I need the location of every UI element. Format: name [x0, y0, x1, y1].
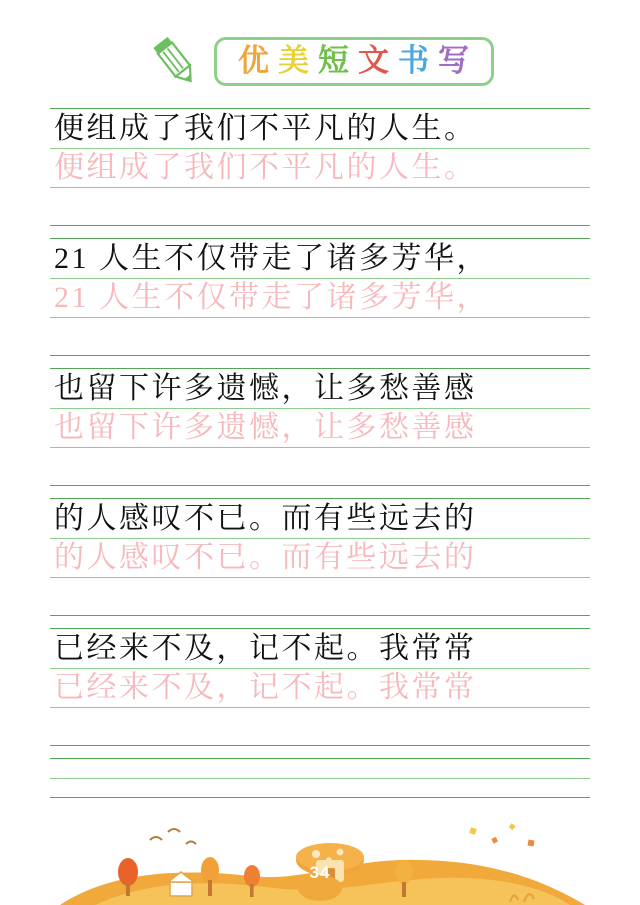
practice-block — [50, 368, 590, 486]
model-text: 也留下许多遗憾，让多愁善感 — [54, 371, 477, 405]
staff-midline — [50, 707, 590, 708]
page-footer — [0, 810, 640, 905]
staff-midline — [50, 447, 590, 448]
title-char-0: 优 — [238, 42, 270, 78]
ruled-staff — [50, 368, 590, 486]
title-char-3: 文 — [358, 42, 390, 78]
ruled-staff — [50, 628, 590, 746]
pencil-icon — [146, 32, 204, 90]
model-row — [50, 499, 590, 538]
ruled-staff — [50, 108, 590, 226]
title-char-4: 书 — [398, 42, 430, 78]
model-text: 的人感叹不已。而有些远去的 — [54, 501, 477, 535]
model-row — [50, 239, 590, 278]
blank-ruled-staff — [50, 758, 590, 798]
page-number: 34 — [309, 863, 331, 882]
title-char-2: 短 — [318, 42, 350, 78]
trace-row — [50, 408, 590, 447]
practice-block — [50, 498, 590, 616]
practice-block — [50, 108, 590, 226]
practice-block — [50, 628, 590, 746]
title-box — [214, 37, 494, 86]
trace-text: 也留下许多遗憾，让多愁善感 — [54, 410, 477, 444]
trace-row — [50, 148, 590, 187]
model-text: 已经来不及，记不起。我常常 — [54, 631, 477, 665]
trace-row — [50, 668, 590, 707]
page-header — [0, 0, 640, 104]
model-row — [50, 629, 590, 668]
staff-midline — [50, 317, 590, 318]
trace-text: 的人感叹不已。而有些远去的 — [54, 540, 477, 574]
staff-midline — [50, 187, 590, 188]
trace-text: 便组成了我们不平凡的人生。 — [54, 150, 477, 184]
trace-row — [50, 278, 590, 317]
model-row — [50, 369, 590, 408]
title-char-5: 写 — [438, 42, 470, 78]
staff-midline — [50, 577, 590, 578]
model-text: 便组成了我们不平凡的人生。 — [54, 111, 477, 145]
trace-text: 21 人生不仅带走了诸多芳华， — [54, 280, 489, 314]
autumn-landscape-illustration — [0, 810, 640, 905]
staff-midline — [50, 778, 590, 779]
model-text: 21 人生不仅带走了诸多芳华， — [54, 241, 489, 275]
practice-block — [50, 238, 590, 356]
ruled-staff — [50, 238, 590, 356]
trace-row — [50, 538, 590, 577]
trace-text: 已经来不及，记不起。我常常 — [54, 670, 477, 704]
practice-sheet — [50, 104, 590, 798]
title-char-1: 美 — [278, 42, 310, 78]
ruled-staff — [50, 498, 590, 616]
model-row — [50, 109, 590, 148]
